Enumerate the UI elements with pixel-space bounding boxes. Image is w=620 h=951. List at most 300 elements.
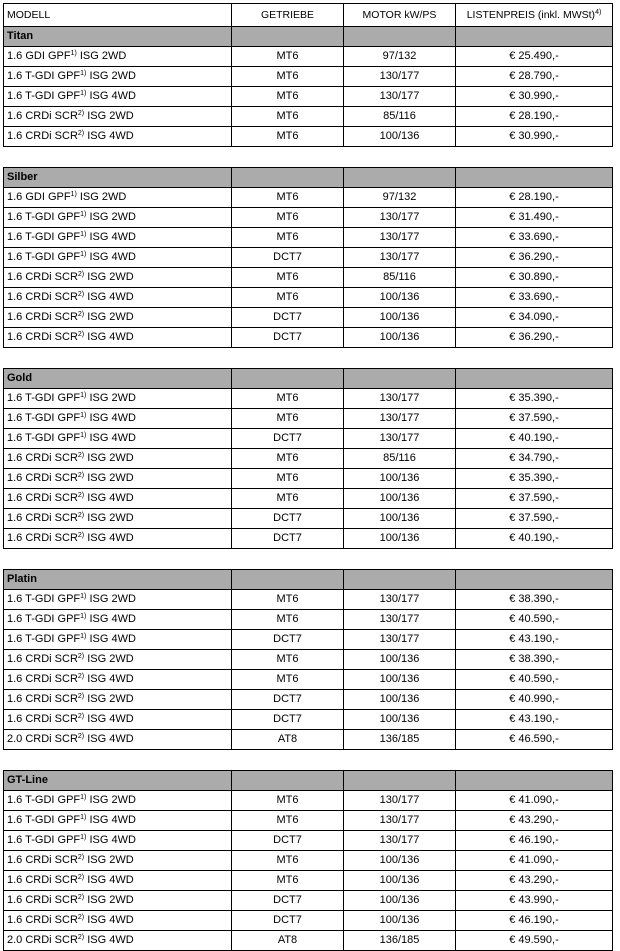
gearbox-cell: MT6 xyxy=(232,228,344,248)
price-cell: € 40.590,- xyxy=(456,610,613,630)
model-cell xyxy=(4,328,232,348)
table-row xyxy=(4,228,613,248)
model-name: 1.6 T-GDI GPF xyxy=(7,633,81,645)
model-name: 1.6 T-GDI GPF xyxy=(7,231,81,243)
model-variant: ISG 4WD xyxy=(89,412,136,424)
price-cell: € 36.290,- xyxy=(456,248,613,268)
model-variant: ISG 2WD xyxy=(87,894,134,906)
model-cell xyxy=(4,791,232,811)
table-row xyxy=(4,670,613,690)
model-cell xyxy=(4,871,232,891)
model-name: 1.6 CRDi SCR xyxy=(7,492,78,504)
model-footnote: 2) xyxy=(77,271,85,278)
section-empty-cell xyxy=(456,570,613,590)
model-cell xyxy=(4,87,232,107)
model-cell xyxy=(4,650,232,670)
model-variant: ISG 4WD xyxy=(87,331,134,343)
model-cell xyxy=(4,610,232,630)
table-row xyxy=(4,87,613,107)
price-cell: € 36.290,- xyxy=(456,328,613,348)
model-name: 2.0 CRDi SCR xyxy=(7,733,78,745)
gearbox-cell: MT6 xyxy=(232,469,344,489)
motor-cell: 130/177 xyxy=(344,630,456,650)
motor-cell: 130/177 xyxy=(344,590,456,610)
model-variant: ISG 2WD xyxy=(87,472,134,484)
gearbox-cell: MT6 xyxy=(232,87,344,107)
motor-cell: 130/177 xyxy=(344,248,456,268)
model-footnote: 1) xyxy=(80,392,87,399)
gearbox-cell: MT6 xyxy=(232,208,344,228)
motor-cell: 136/185 xyxy=(344,931,456,951)
model-variant: ISG 4WD xyxy=(89,633,136,645)
motor-cell: 100/136 xyxy=(344,288,456,308)
model-variant: ISG 2WD xyxy=(87,653,134,665)
motor-cell: 85/116 xyxy=(344,268,456,288)
model-variant: ISG 4WD xyxy=(87,733,134,745)
model-variant: ISG 2WD xyxy=(79,50,127,62)
model-name: 1.6 CRDi SCR xyxy=(7,472,78,484)
price-cell: € 38.390,- xyxy=(456,650,613,670)
model-cell xyxy=(4,730,232,750)
price-cell: € 25.490,- xyxy=(456,47,613,67)
model-footnote: 2) xyxy=(77,452,85,459)
header-price-footnote: 4) xyxy=(595,9,602,16)
price-cell: € 34.790,- xyxy=(456,449,613,469)
motor-cell: 100/136 xyxy=(344,308,456,328)
header-row xyxy=(4,4,613,27)
model-variant: ISG 4WD xyxy=(87,934,134,946)
model-cell xyxy=(4,529,232,549)
section-spacer xyxy=(4,147,613,168)
model-name: 1.6 CRDi SCR xyxy=(7,512,78,524)
gearbox-cell: MT6 xyxy=(232,127,344,147)
model-footnote: 2) xyxy=(77,291,85,298)
model-cell xyxy=(4,509,232,529)
table-row xyxy=(4,308,613,328)
motor-cell: 100/136 xyxy=(344,529,456,549)
price-cell: € 37.590,- xyxy=(456,489,613,509)
motor-cell: 100/136 xyxy=(344,891,456,911)
model-name: 1.6 T-GDI GPF xyxy=(7,613,81,625)
model-cell xyxy=(4,710,232,730)
section-header-row xyxy=(4,570,613,590)
model-cell xyxy=(4,670,232,690)
model-name: 1.6 CRDi SCR xyxy=(7,854,78,866)
model-footnote: 1) xyxy=(80,70,87,77)
motor-cell: 130/177 xyxy=(344,228,456,248)
price-cell: € 49.590,- xyxy=(456,931,613,951)
section-empty-cell xyxy=(344,168,456,188)
model-footnote: 1) xyxy=(80,432,87,439)
model-footnote: 1) xyxy=(80,613,87,620)
price-cell: € 28.190,- xyxy=(456,188,613,208)
model-variant: ISG 4WD xyxy=(87,492,134,504)
model-name: 1.6 CRDi SCR xyxy=(7,713,78,725)
motor-cell: 130/177 xyxy=(344,791,456,811)
model-cell xyxy=(4,690,232,710)
model-name: 1.6 CRDi SCR xyxy=(7,291,78,303)
gearbox-cell: MT6 xyxy=(232,791,344,811)
model-cell xyxy=(4,590,232,610)
price-cell: € 43.990,- xyxy=(456,891,613,911)
model-name: 1.6 CRDi SCR xyxy=(7,110,78,122)
gearbox-cell: DCT7 xyxy=(232,529,344,549)
price-cell: € 28.190,- xyxy=(456,107,613,127)
model-footnote: 1) xyxy=(80,211,87,218)
section-empty-cell xyxy=(232,27,344,47)
model-footnote: 2) xyxy=(77,653,85,660)
motor-cell: 100/136 xyxy=(344,851,456,871)
table-row xyxy=(4,730,613,750)
motor-cell: 136/185 xyxy=(344,730,456,750)
section-empty-cell xyxy=(456,369,613,389)
table-row xyxy=(4,911,613,931)
model-variant: ISG 4WD xyxy=(87,914,134,926)
gearbox-cell: MT6 xyxy=(232,811,344,831)
table-row xyxy=(4,610,613,630)
table-row xyxy=(4,931,613,951)
model-footnote: 1) xyxy=(80,794,87,801)
model-name: 1.6 T-GDI GPF xyxy=(7,90,81,102)
model-cell xyxy=(4,489,232,509)
model-name: 1.6 T-GDI GPF xyxy=(7,794,81,806)
model-name: 1.6 GDI GPF xyxy=(7,50,71,62)
spacer-cell xyxy=(4,147,613,168)
motor-cell: 100/136 xyxy=(344,127,456,147)
price-cell: € 43.290,- xyxy=(456,871,613,891)
model-footnote: 1) xyxy=(80,251,87,258)
header-motor: MOTOR kW/PS xyxy=(344,4,456,27)
gearbox-cell: MT6 xyxy=(232,67,344,87)
motor-cell: 130/177 xyxy=(344,811,456,831)
model-name: 1.6 CRDi SCR xyxy=(7,130,78,142)
gearbox-cell: MT6 xyxy=(232,851,344,871)
model-footnote: 1) xyxy=(80,412,87,419)
price-cell: € 40.990,- xyxy=(456,690,613,710)
section-header-row xyxy=(4,369,613,389)
table-row xyxy=(4,288,613,308)
model-cell xyxy=(4,248,232,268)
table-row xyxy=(4,871,613,891)
header-price-label: LISTENPREIS (inkl. MWSt) xyxy=(466,9,596,21)
gearbox-cell: MT6 xyxy=(232,268,344,288)
model-footnote: 1) xyxy=(80,231,87,238)
section-title: Titan xyxy=(4,27,232,47)
spacer-cell xyxy=(4,549,613,570)
table-row xyxy=(4,891,613,911)
model-variant: ISG 4WD xyxy=(87,673,134,685)
model-cell xyxy=(4,469,232,489)
model-cell xyxy=(4,630,232,650)
model-cell xyxy=(4,308,232,328)
motor-cell: 130/177 xyxy=(344,389,456,409)
gearbox-cell: MT6 xyxy=(232,670,344,690)
model-variant: ISG 2WD xyxy=(89,794,136,806)
price-cell: € 33.690,- xyxy=(456,288,613,308)
model-name: 1.6 T-GDI GPF xyxy=(7,392,81,404)
model-footnote: 1) xyxy=(80,834,87,841)
section-empty-cell xyxy=(456,771,613,791)
header-model: MODELL xyxy=(4,4,232,27)
section-empty-cell xyxy=(456,168,613,188)
model-name: 1.6 T-GDI GPF xyxy=(7,70,81,82)
table-row xyxy=(4,47,613,67)
price-cell: € 43.290,- xyxy=(456,811,613,831)
model-name: 1.6 T-GDI GPF xyxy=(7,834,81,846)
price-cell: € 35.390,- xyxy=(456,469,613,489)
price-cell: € 30.990,- xyxy=(456,87,613,107)
gearbox-cell: DCT7 xyxy=(232,429,344,449)
table-row xyxy=(4,127,613,147)
motor-cell: 100/136 xyxy=(344,509,456,529)
gearbox-cell: DCT7 xyxy=(232,308,344,328)
model-variant: ISG 4WD xyxy=(89,613,136,625)
model-variant: ISG 4WD xyxy=(87,874,134,886)
table-body xyxy=(4,27,613,951)
spacer-cell xyxy=(4,348,613,369)
model-footnote: 2) xyxy=(77,331,85,338)
price-cell: € 33.690,- xyxy=(456,228,613,248)
table-row xyxy=(4,268,613,288)
price-cell: € 31.490,- xyxy=(456,208,613,228)
gearbox-cell: AT8 xyxy=(232,730,344,750)
model-footnote: 2) xyxy=(77,733,85,740)
gearbox-cell: DCT7 xyxy=(232,630,344,650)
model-footnote: 2) xyxy=(77,532,85,539)
model-cell xyxy=(4,389,232,409)
header-gearbox: GETRIEBE xyxy=(232,4,344,27)
motor-cell: 130/177 xyxy=(344,610,456,630)
price-cell: € 40.590,- xyxy=(456,670,613,690)
price-cell: € 41.090,- xyxy=(456,851,613,871)
model-footnote: 2) xyxy=(77,492,85,499)
table-row xyxy=(4,429,613,449)
model-name: 1.6 CRDi SCR xyxy=(7,874,78,886)
model-cell xyxy=(4,409,232,429)
table-row xyxy=(4,529,613,549)
section-header-row xyxy=(4,27,613,47)
model-variant: ISG 2WD xyxy=(89,392,136,404)
gearbox-cell: DCT7 xyxy=(232,248,344,268)
motor-cell: 85/116 xyxy=(344,449,456,469)
model-name: 1.6 T-GDI GPF xyxy=(7,251,81,263)
model-cell xyxy=(4,107,232,127)
gearbox-cell: MT6 xyxy=(232,489,344,509)
model-footnote: 2) xyxy=(77,693,85,700)
gearbox-cell: MT6 xyxy=(232,650,344,670)
gearbox-cell: MT6 xyxy=(232,409,344,429)
motor-cell: 100/136 xyxy=(344,911,456,931)
gearbox-cell: MT6 xyxy=(232,107,344,127)
section-empty-cell xyxy=(232,369,344,389)
table-row xyxy=(4,590,613,610)
gearbox-cell: MT6 xyxy=(232,47,344,67)
section-title: GT-Line xyxy=(4,771,232,791)
model-variant: ISG 2WD xyxy=(89,593,136,605)
gearbox-cell: DCT7 xyxy=(232,509,344,529)
model-cell xyxy=(4,831,232,851)
price-cell: € 41.090,- xyxy=(456,791,613,811)
model-name: 1.6 T-GDI GPF xyxy=(7,814,81,826)
model-name: 1.6 CRDi SCR xyxy=(7,653,78,665)
model-variant: ISG 2WD xyxy=(87,693,134,705)
model-name: 1.6 T-GDI GPF xyxy=(7,593,81,605)
price-cell: € 38.390,- xyxy=(456,590,613,610)
model-variant: ISG 2WD xyxy=(89,211,136,223)
model-name: 1.6 CRDi SCR xyxy=(7,914,78,926)
model-cell xyxy=(4,67,232,87)
motor-cell: 97/132 xyxy=(344,188,456,208)
model-variant: ISG 4WD xyxy=(89,251,136,263)
spacer-cell xyxy=(4,750,613,771)
table-row xyxy=(4,67,613,87)
motor-cell: 130/177 xyxy=(344,87,456,107)
model-name: 1.6 T-GDI GPF xyxy=(7,432,81,444)
model-footnote: 2) xyxy=(77,110,85,117)
model-variant: ISG 4WD xyxy=(87,291,134,303)
section-empty-cell xyxy=(344,369,456,389)
motor-cell: 100/136 xyxy=(344,670,456,690)
model-footnote: 2) xyxy=(77,472,85,479)
section-header-row xyxy=(4,771,613,791)
section-title: Gold xyxy=(4,369,232,389)
motor-cell: 100/136 xyxy=(344,710,456,730)
model-cell xyxy=(4,891,232,911)
model-footnote: 2) xyxy=(77,894,85,901)
section-title: Platin xyxy=(4,570,232,590)
model-footnote: 2) xyxy=(77,874,85,881)
gearbox-cell: MT6 xyxy=(232,449,344,469)
price-cell: € 37.590,- xyxy=(456,509,613,529)
model-footnote: 2) xyxy=(77,713,85,720)
table-row xyxy=(4,449,613,469)
model-variant: ISG 2WD xyxy=(87,110,134,122)
model-name: 1.6 T-GDI GPF xyxy=(7,412,81,424)
model-cell xyxy=(4,228,232,248)
section-spacer xyxy=(4,348,613,369)
motor-cell: 100/136 xyxy=(344,650,456,670)
model-variant: ISG 2WD xyxy=(89,70,136,82)
price-cell: € 46.590,- xyxy=(456,730,613,750)
model-variant: ISG 2WD xyxy=(87,311,134,323)
model-name: 1.6 T-GDI GPF xyxy=(7,211,81,223)
price-cell: € 34.090,- xyxy=(456,308,613,328)
model-name: 2.0 CRDi SCR xyxy=(7,934,78,946)
model-footnote: 2) xyxy=(77,854,85,861)
table-row xyxy=(4,851,613,871)
model-footnote: 1) xyxy=(80,593,87,600)
price-table xyxy=(3,3,613,951)
price-cell: € 40.190,- xyxy=(456,529,613,549)
model-name: 1.6 CRDi SCR xyxy=(7,693,78,705)
table-row xyxy=(4,389,613,409)
motor-cell: 130/177 xyxy=(344,831,456,851)
model-cell xyxy=(4,127,232,147)
model-variant: ISG 2WD xyxy=(79,191,127,203)
motor-cell: 85/116 xyxy=(344,107,456,127)
table-row xyxy=(4,188,613,208)
model-footnote: 2) xyxy=(77,673,85,680)
model-variant: ISG 4WD xyxy=(87,713,134,725)
gearbox-cell: MT6 xyxy=(232,288,344,308)
model-variant: ISG 2WD xyxy=(87,854,134,866)
section-title: Silber xyxy=(4,168,232,188)
model-cell xyxy=(4,931,232,951)
model-variant: ISG 4WD xyxy=(89,231,136,243)
header-price xyxy=(456,4,613,27)
model-footnote: 2) xyxy=(77,512,85,519)
table-row xyxy=(4,409,613,429)
price-cell: € 30.990,- xyxy=(456,127,613,147)
model-footnote: 1) xyxy=(70,191,77,198)
gearbox-cell: MT6 xyxy=(232,590,344,610)
model-variant: ISG 4WD xyxy=(87,532,134,544)
table-row xyxy=(4,489,613,509)
gearbox-cell: MT6 xyxy=(232,610,344,630)
model-cell xyxy=(4,811,232,831)
model-name: 1.6 GDI GPF xyxy=(7,191,71,203)
gearbox-cell: AT8 xyxy=(232,931,344,951)
model-cell xyxy=(4,911,232,931)
motor-cell: 130/177 xyxy=(344,208,456,228)
table-row xyxy=(4,107,613,127)
table-row xyxy=(4,630,613,650)
table-row xyxy=(4,690,613,710)
section-spacer xyxy=(4,750,613,771)
price-cell: € 43.190,- xyxy=(456,630,613,650)
motor-cell: 97/132 xyxy=(344,47,456,67)
gearbox-cell: MT6 xyxy=(232,188,344,208)
model-footnote: 1) xyxy=(80,90,87,97)
motor-cell: 100/136 xyxy=(344,489,456,509)
price-cell: € 30.890,- xyxy=(456,268,613,288)
motor-cell: 130/177 xyxy=(344,429,456,449)
section-header-row xyxy=(4,168,613,188)
gearbox-cell: MT6 xyxy=(232,389,344,409)
motor-cell: 130/177 xyxy=(344,67,456,87)
table-row xyxy=(4,328,613,348)
model-cell xyxy=(4,47,232,67)
motor-cell: 100/136 xyxy=(344,469,456,489)
section-empty-cell xyxy=(456,27,613,47)
section-empty-cell xyxy=(344,771,456,791)
table-row xyxy=(4,469,613,489)
table-row xyxy=(4,811,613,831)
model-footnote: 1) xyxy=(70,50,77,57)
model-variant: ISG 2WD xyxy=(87,271,134,283)
price-cell: € 46.190,- xyxy=(456,831,613,851)
table-row xyxy=(4,710,613,730)
model-footnote: 2) xyxy=(77,311,85,318)
model-cell xyxy=(4,288,232,308)
table-row xyxy=(4,831,613,851)
gearbox-cell: DCT7 xyxy=(232,328,344,348)
motor-cell: 100/136 xyxy=(344,871,456,891)
price-cell: € 28.790,- xyxy=(456,67,613,87)
model-name: 1.6 CRDi SCR xyxy=(7,532,78,544)
section-empty-cell xyxy=(344,570,456,590)
gearbox-cell: DCT7 xyxy=(232,690,344,710)
model-variant: ISG 4WD xyxy=(89,814,136,826)
model-cell xyxy=(4,851,232,871)
price-list-sheet xyxy=(3,3,612,951)
model-cell xyxy=(4,268,232,288)
model-variant: ISG 4WD xyxy=(89,432,136,444)
model-footnote: 1) xyxy=(80,814,87,821)
gearbox-cell: DCT7 xyxy=(232,891,344,911)
model-name: 1.6 CRDi SCR xyxy=(7,331,78,343)
model-name: 1.6 CRDi SCR xyxy=(7,311,78,323)
